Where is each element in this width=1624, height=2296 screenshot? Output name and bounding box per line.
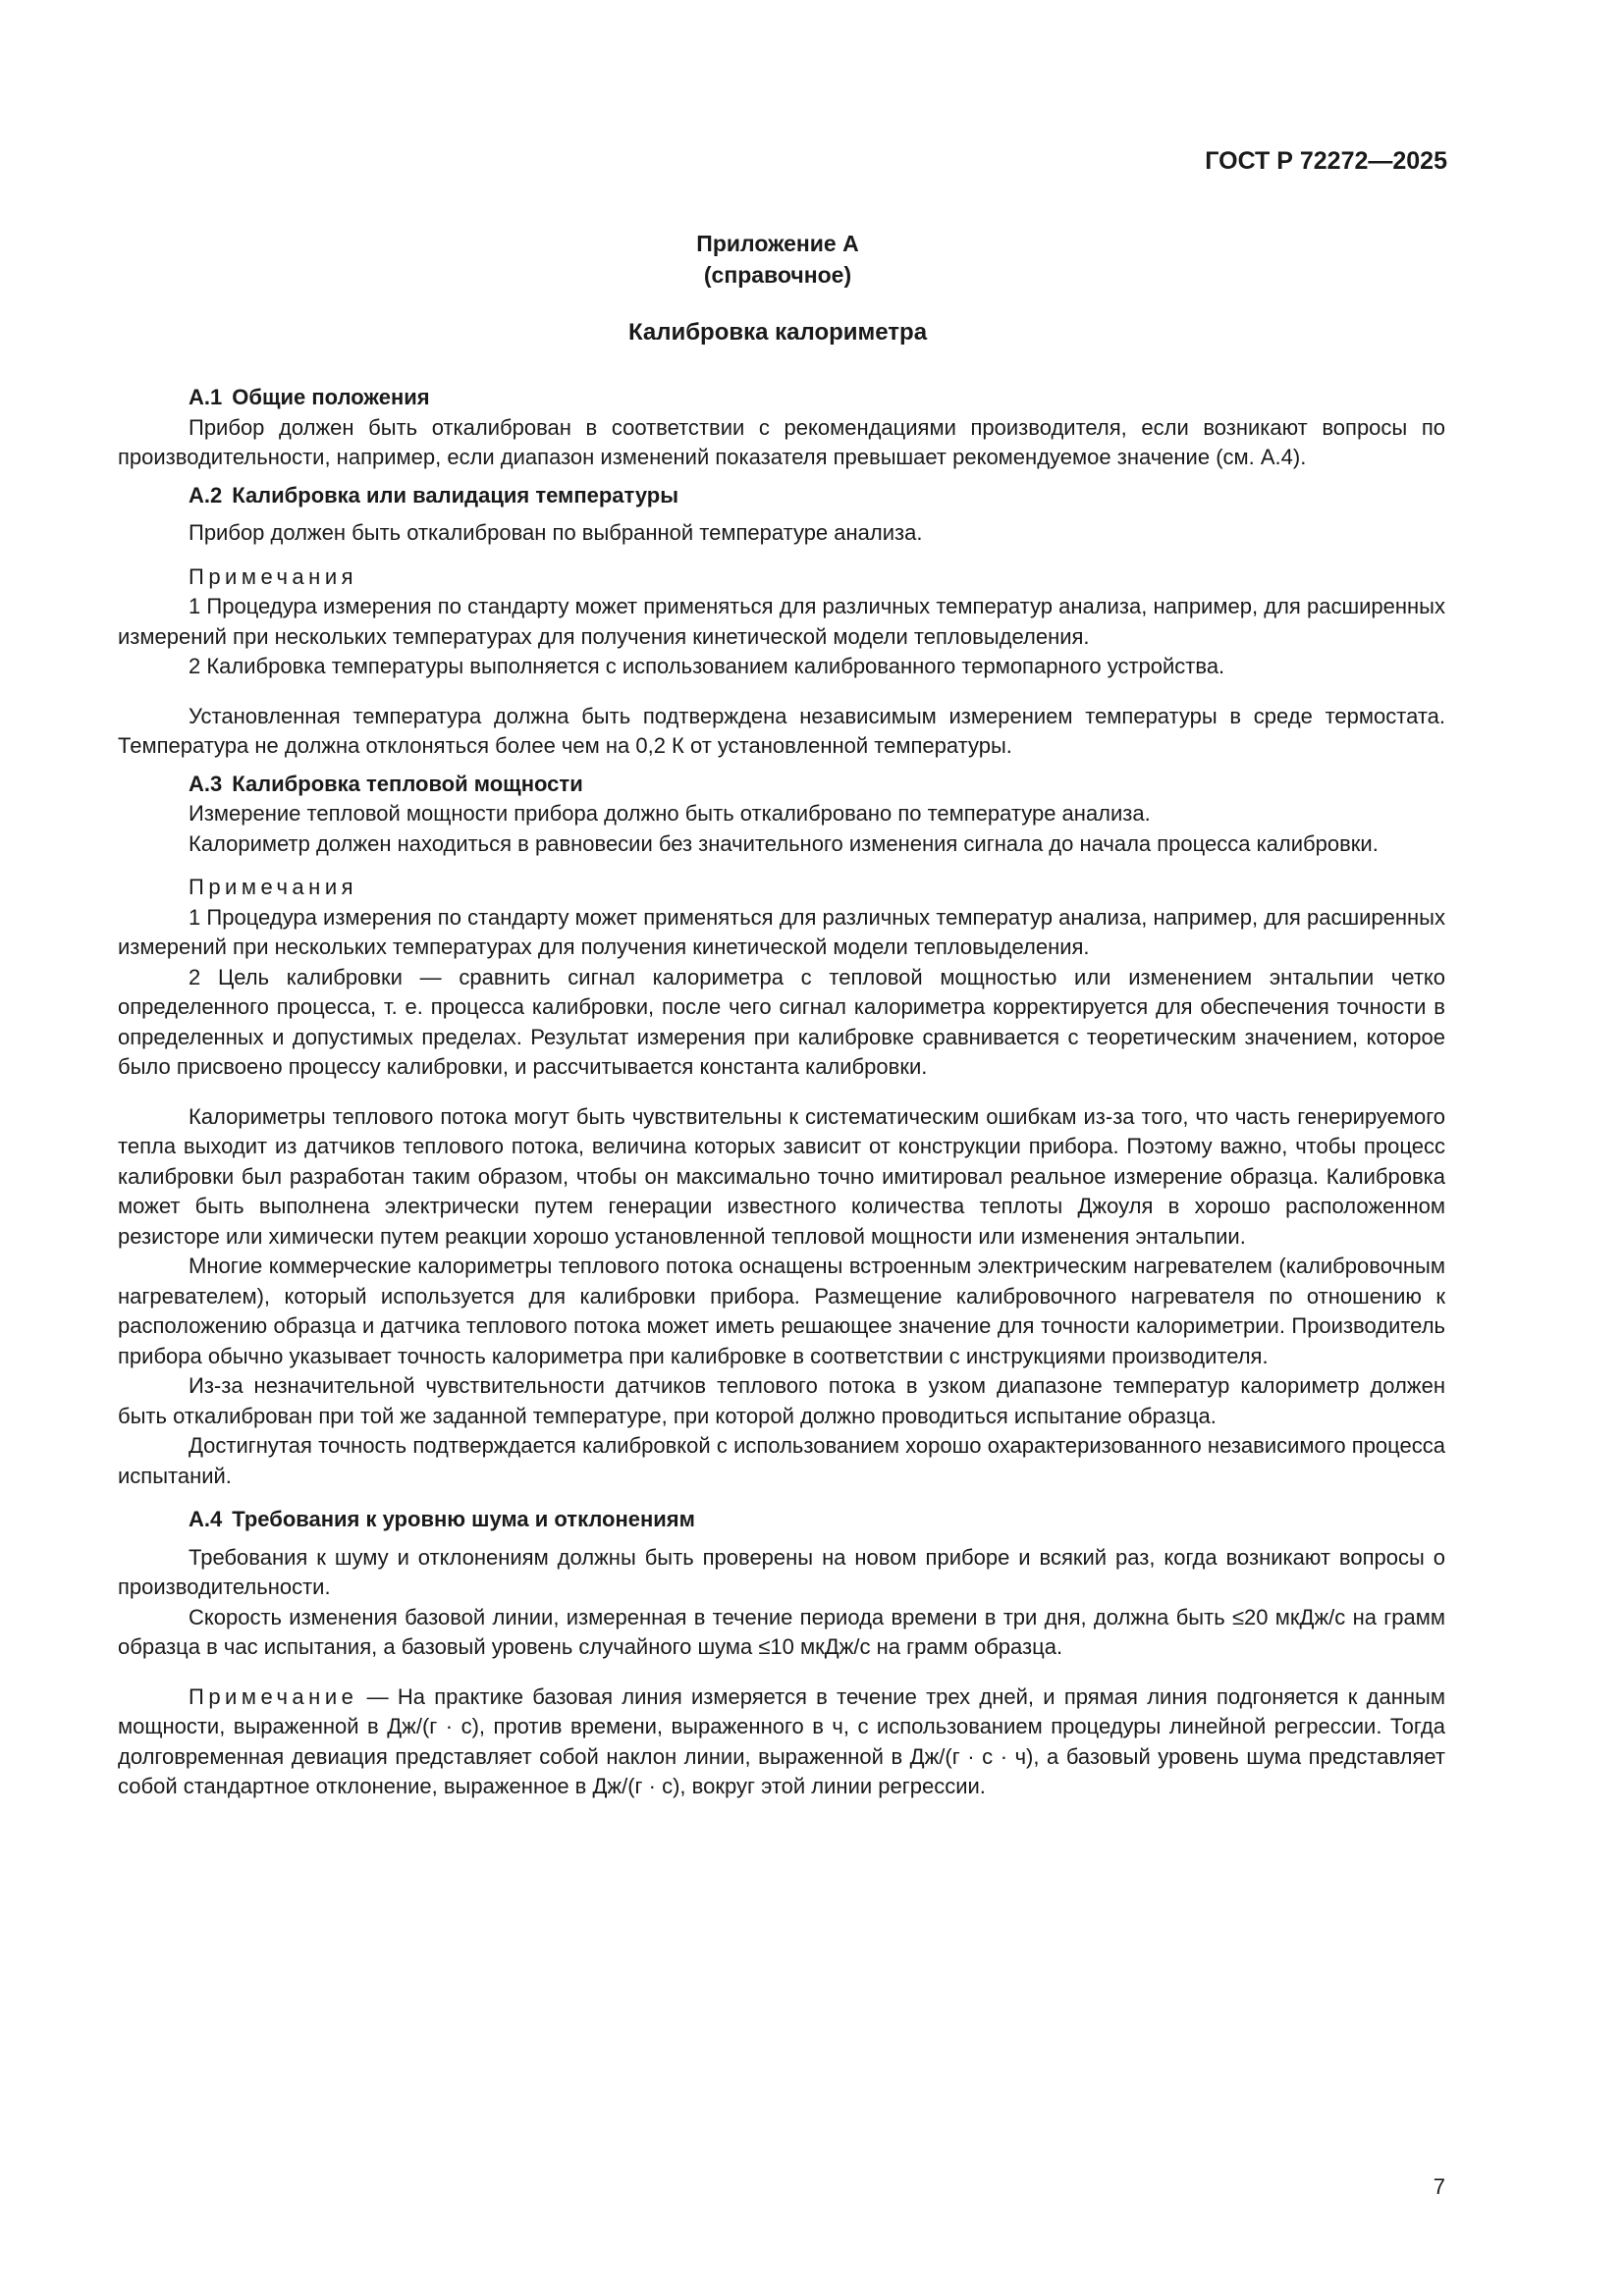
note-item: 2 Цель калибровки — сравнить сигнал калориметра с тепловой мощностью или изменением энтальпии четко определенного процесса, т. е. процесса калибровки, после чего сигнал калориметра корректируется для обеспечения точности в определенных и допустимых пределах. Результат измерения при калибровке сравнивается с теоретическим значением, которое было присвоено процессу калибровки, и рассчитывается константа калибровки. [118,964,1445,1079]
note-item [118,1682,1445,1802]
paragraph: Скорость изменения базовой линии, измеренная в течение периода времени в три дня, должна быть ≤20 мкДж/с на грамм образца в час испытания, а базовый уровень случайного шума ≤10 мкДж/с на грамм образца. [118,1604,1445,1659]
paragraph: Прибор должен быть откалиброван по выбранной температуре анализа. [189,520,923,545]
paragraph: Измерение тепловой мощности прибора должно быть откалибровано по температуре анализа. [189,801,1151,826]
paragraph: Требования к шуму и отклонениям должны быть проверены на новом приборе и всякий раз, когда возникают вопросы о производительности. [118,1544,1445,1599]
section-heading-a2: А.2 Калибровка или валидация температуры [189,482,679,507]
paragraph: Установленная температура должна быть подтверждена независимым измерением температуры в среде термостата. Температура не должна отклоняться более чем на 0,2 К от установленной температуры. [118,703,1445,758]
section-heading-a3: А.3 Калибровка тепловой мощности [189,771,583,796]
note-item: 1 Процедура измерения по стандарту может применяться для различных температур анализа, например, для расширенных измерений при нескольких температурах для получения кинетической модели тепловыделения. [118,594,1445,649]
note-label: Примечание [189,1683,358,1709]
page-number: 7 [1433,2174,1445,2199]
notes-label: Примечания [189,875,358,899]
section-heading-a4: А.4 Требования к уровню шума и отклонениям [189,1507,695,1531]
paragraph: Калориметр должен находиться в равновесии без значительного изменения сигнала до начала процесса калибровки. [189,830,1379,856]
paragraph: Калориметры теплового потока могут быть чувствительны к систематическим ошибкам из-за того, что часть генерируемого тепла выходит из датчиков теплового потока, величина которых зависит от конструкции прибора. Поэтому важно, чтобы процесс калибровки был разработан таким образом, чтобы он максимально точно имитировал реальное измерение образца. Калибровка может быть выполнена электрически путем генерации известного количества теплоты Джоуля в хорошо расположенном резисторе или химически путем реакции хорошо установленной тепловой мощности или изменения энтальпии. [118,1103,1445,1249]
document-body [118,383,1445,1802]
section-heading-a1: А.1 Общие положения [189,385,430,409]
appendix-heading [0,228,1555,291]
note-item: 2 Калибровка температуры выполняется с использованием калиброванного термопарного устройства. [189,654,1225,678]
appendix-title: Приложение А [696,231,859,256]
appendix-name: Калибровка калориметра [627,319,928,346]
paragraph: Многие коммерческие калориметры теплового потока оснащены встроенным электрическим нагревателем (калибровочным нагревателем), который используется для калибровки прибора. Размещение калибровочного нагревателя по отношению к расположению образца и датчика теплового потока может иметь решающее значение для точности калориметрии. Производитель прибора обычно указывает точность калориметра при калибровке в соответствии с инструкциями производителя. [118,1254,1445,1368]
paragraph: Достигнутая точность подтверждается калибровкой с использованием хорошо охарактеризованного независимого процесса испытаний. [118,1433,1445,1488]
notes-label: Примечания [189,563,358,589]
note-text: — На практике базовая линия измеряется в течение трех дней, и прямая линия подгоняется к данным мощности, выраженной в Дж/(г · с), против времени, выраженного в ч, с использованием процедуры линейной регрессии. Тогда долговременная девиация представляет собой наклон линии, выраженной в Дж/(г · с · ч), а базовый уровень шума представляет собой стандартное отклонение, выраженное в Дж/(г · с), вокруг этой линии регрессии. [118,1683,1445,1798]
appendix-subtitle: (справочное) [703,262,852,288]
paragraph: Прибор должен быть откалиброван в соответствии с рекомендациями производителя, если возникают вопросы по производительности, например, если диапазон изменений показателя превышает рекомендуемое значение (см. А.4). [118,414,1445,469]
note-item: 1 Процедура измерения по стандарту может применяться для различных температур анализа, например, для расширенных измерений при нескольких температурах для получения кинетической модели тепловыделения. [118,904,1445,959]
paragraph: Из-за незначительной чувствительности датчиков теплового потока в узком диапазоне температур калориметр должен быть откалиброван при той же заданной температуре, при которой должно проводиться испытание образца. [118,1373,1445,1428]
document-code: ГОСТ Р 72272—2025 [1205,147,1447,175]
